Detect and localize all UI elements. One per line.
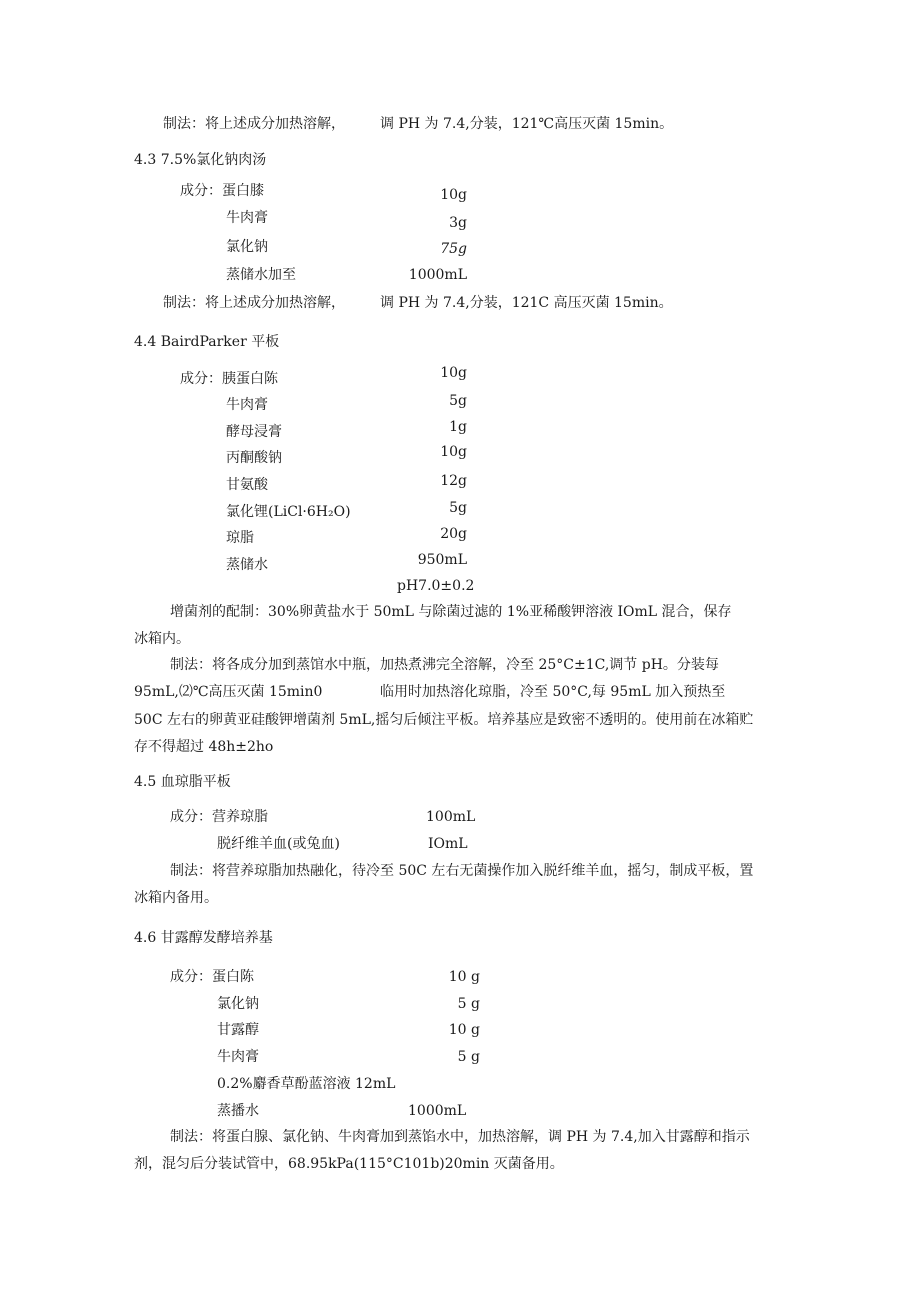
ingredient-name: 蒸储水加至 (226, 267, 296, 283)
ingredient-qty: 1g (449, 419, 467, 435)
ingredient-qty: 75g (440, 241, 467, 257)
ingredient-qty: 12g (440, 473, 467, 489)
method-line-b: 调 PH 为 7.4,分装，121C 高压灭菌 15min。 (380, 295, 673, 311)
ph-value: pH7.0±0.2 (397, 578, 475, 594)
ingredient-name: 甘氨酸 (226, 477, 268, 493)
ingredient-qty: 5 g (457, 996, 480, 1012)
ingredient-name: 脱纤维羊血(或兔血) (217, 836, 340, 852)
ingredient-name: 氯化钠 (217, 996, 259, 1012)
paragraph-line: 增菌剂的配制：30%卵黄盐水于 50mL 与除菌过滤的 1%亚稀酸钾溶液 IOmL 混合，保存 (170, 604, 732, 620)
ingredient-qty: 5g (449, 393, 467, 409)
indicator-line: 0.2%麝香草酚蓝溶液 12mL (217, 1076, 396, 1092)
ingredient-name: 牛肉膏 (226, 210, 268, 226)
ingredient-qty: 10g (440, 365, 467, 381)
ingredient-name: 氯化钠 (226, 239, 268, 255)
ingredient-name: 成分：蛋白膝 (180, 183, 264, 199)
paragraph-line: 冰箱内。 (134, 631, 190, 647)
ingredient-qty: 20g (440, 526, 467, 542)
ingredient-name: 丙酮酸钠 (226, 450, 282, 466)
paragraph-line: 存不得超过 48h±2ho (134, 739, 274, 755)
section-heading: 4.5 血琼脂平板 (134, 774, 231, 790)
method-line-b: 调 PH 为 7.4,分装，121℃高压灭菌 15min。 (380, 116, 674, 132)
ingredient-qty: 5g (449, 500, 467, 516)
ingredient-name: 成分：营养琼脂 (170, 809, 268, 825)
ingredient-name: 成分：蛋白陈 (170, 969, 254, 985)
ingredient-name: 酵母浸膏 (226, 424, 282, 440)
section-heading: 4.3 7.5%氯化钠肉汤 (134, 152, 267, 168)
paragraph-line: 临用时加热溶化琼脂，冷至 50°C,每 95mL 加入预热至 (380, 684, 726, 700)
section-heading: 4.6 甘露醇发酵培养基 (134, 930, 273, 946)
ingredient-qty: 5 g (457, 1049, 480, 1065)
method-line-a: 制法：将上述成分加热溶解， (163, 295, 345, 311)
ingredient-name: 琼脂 (226, 530, 254, 546)
ingredient-qty: 1000mL (408, 267, 467, 283)
ingredient-qty: IOmL (428, 836, 468, 852)
paragraph-line: 50C 左右的卵黄亚硅酸钾增菌剂 5mL,摇匀后倾注平板。培养基应是致密不透明的。使用前在冰箱贮 (134, 712, 754, 728)
ingredient-qty: 10g (440, 187, 467, 203)
ingredient-name: 牛肉膏 (217, 1049, 259, 1065)
ingredient-name: 氯化锂(LiCl·6H₂O) (226, 504, 351, 520)
ingredient-name: 牛肉膏 (226, 397, 268, 413)
paragraph-line: 制法：将蛋白腺、氯化钠、牛肉膏加到蒸馅水中，加热溶解，调 PH 为 7.4,加入甘露醇和指示 (170, 1129, 750, 1145)
paragraph-line: 制法：将各成分加到蒸馆水中瓶，加热煮沸完全溶解，冷至 25°C±1C,调节 pH。分装每 (170, 657, 719, 673)
paragraph-line: 剂，混匀后分装试管中，68.95kPa(115°C101b)20min 灭菌备用。 (134, 1156, 564, 1172)
ingredient-name: 蒸播水 (217, 1103, 259, 1119)
paragraph-line: 制法：将营养琼脂加热融化，待冷至 50C 左右无菌操作加入脱纤维羊血，摇匀，制成平板，置 (170, 863, 754, 879)
paragraph-line: 冰箱内备用。 (134, 890, 218, 906)
ingredient-qty: 1000mL (408, 1103, 467, 1119)
ingredient-name: 蒸储水 (226, 557, 268, 573)
paragraph-line: 95mL,⑵℃高压灭菌 15min0 (134, 684, 323, 700)
ingredient-qty: 3g (449, 215, 467, 231)
ingredient-qty: 100mL (426, 809, 476, 825)
ingredient-qty: 950mL (417, 552, 467, 568)
ingredient-qty: 10g (440, 444, 467, 460)
method-line-a: 制法：将上述成分加热溶解， (163, 116, 345, 132)
ingredient-qty: 10 g (448, 1022, 480, 1038)
ingredient-name: 甘露醇 (217, 1022, 259, 1038)
ingredient-name: 成分：胰蛋白陈 (180, 371, 278, 387)
ingredient-qty: 10 g (448, 969, 480, 985)
section-heading: 4.4 BairdParker 平板 (134, 334, 280, 350)
